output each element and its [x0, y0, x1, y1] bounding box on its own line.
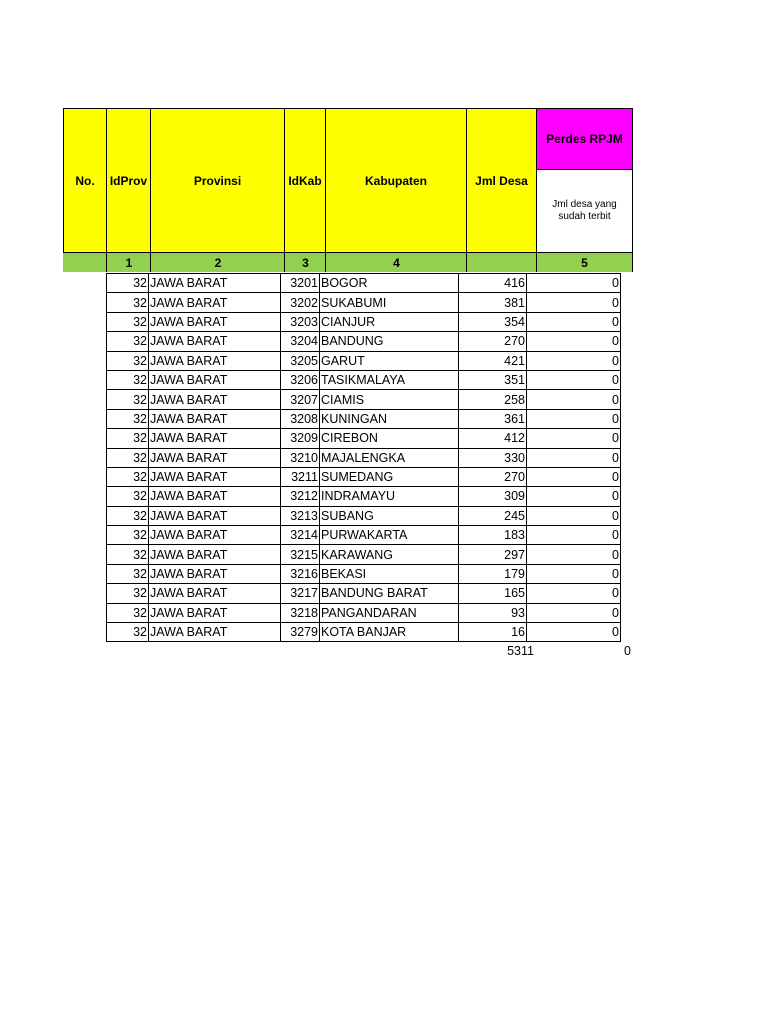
cell-idprov: 32	[107, 429, 149, 448]
cell-idkab: 3215	[281, 545, 320, 564]
cell-provinsi: JAWA BARAT	[149, 312, 281, 331]
cell-idkab: 3210	[281, 448, 320, 467]
cell-provinsi: JAWA BARAT	[149, 487, 281, 506]
table-row	[107, 351, 621, 370]
cell-jml-desa: 179	[459, 564, 527, 583]
cell-jml-desa: 270	[459, 467, 527, 486]
cell-provinsi: JAWA BARAT	[149, 351, 281, 370]
cell-idkab: 3201	[281, 274, 320, 293]
cell-provinsi: JAWA BARAT	[149, 390, 281, 409]
cell-kabupaten: MAJALENGKA	[320, 448, 459, 467]
cell-terbit: 0	[527, 506, 621, 525]
cell-kabupaten: KUNINGAN	[320, 409, 459, 428]
cell-terbit: 0	[527, 429, 621, 448]
table-row	[107, 370, 621, 389]
header-idprov: IdProv	[106, 108, 151, 253]
cell-idkab: 3206	[281, 370, 320, 389]
cell-kabupaten: BOGOR	[320, 274, 459, 293]
cell-idprov: 32	[107, 312, 149, 331]
cell-jml-desa: 361	[459, 409, 527, 428]
table-row	[107, 467, 621, 486]
column-number-1: 1	[106, 253, 151, 272]
cell-kabupaten: GARUT	[320, 351, 459, 370]
cell-idprov: 32	[107, 390, 149, 409]
table-row	[107, 429, 621, 448]
table-row	[107, 506, 621, 525]
cell-terbit: 0	[527, 623, 621, 642]
table-row	[107, 623, 621, 642]
cell-idkab: 3208	[281, 409, 320, 428]
cell-terbit: 0	[527, 332, 621, 351]
table-row	[107, 332, 621, 351]
table-row	[107, 312, 621, 331]
cell-terbit: 0	[527, 603, 621, 622]
column-number-2: 2	[150, 253, 285, 272]
cell-idprov: 32	[107, 332, 149, 351]
cell-idkab: 3214	[281, 526, 320, 545]
cell-idkab: 3211	[281, 467, 320, 486]
cell-terbit: 0	[527, 370, 621, 389]
table-row	[107, 487, 621, 506]
cell-idprov: 32	[107, 351, 149, 370]
cell-jml-desa: 183	[459, 526, 527, 545]
cell-terbit: 0	[527, 274, 621, 293]
header-idkab: IdKab	[284, 108, 326, 253]
cell-provinsi: JAWA BARAT	[149, 526, 281, 545]
table-row	[107, 293, 621, 312]
cell-terbit: 0	[527, 564, 621, 583]
cell-terbit: 0	[527, 390, 621, 409]
cell-idprov: 32	[107, 526, 149, 545]
cell-idkab: 3218	[281, 603, 320, 622]
cell-idprov: 32	[107, 545, 149, 564]
table-row	[107, 390, 621, 409]
column-number-blank	[466, 253, 537, 272]
cell-kabupaten: CIREBON	[320, 429, 459, 448]
cell-kabupaten: SUBANG	[320, 506, 459, 525]
cell-provinsi: JAWA BARAT	[149, 623, 281, 642]
header-perdes-rpjm: Perdes RPJM	[536, 108, 633, 170]
cell-idprov: 32	[107, 448, 149, 467]
cell-kabupaten: BANDUNG BARAT	[320, 584, 459, 603]
cell-provinsi: JAWA BARAT	[149, 603, 281, 622]
cell-terbit: 0	[527, 487, 621, 506]
cell-terbit: 0	[527, 545, 621, 564]
cell-terbit: 0	[527, 526, 621, 545]
cell-jml-desa: 351	[459, 370, 527, 389]
column-number-4: 4	[325, 253, 467, 272]
cell-provinsi: JAWA BARAT	[149, 564, 281, 583]
total-terbit: 0	[624, 644, 631, 658]
cell-provinsi: JAWA BARAT	[149, 429, 281, 448]
cell-terbit: 0	[527, 448, 621, 467]
table-row	[107, 545, 621, 564]
cell-idprov: 32	[107, 564, 149, 583]
cell-provinsi: JAWA BARAT	[149, 293, 281, 312]
cell-kabupaten: SUKABUMI	[320, 293, 459, 312]
header-no: No.	[63, 108, 107, 253]
table-row	[107, 409, 621, 428]
cell-provinsi: JAWA BARAT	[149, 409, 281, 428]
cell-jml-desa: 412	[459, 429, 527, 448]
cell-jml-desa: 93	[459, 603, 527, 622]
cell-provinsi: JAWA BARAT	[149, 448, 281, 467]
cell-kabupaten: SUMEDANG	[320, 467, 459, 486]
cell-idkab: 3209	[281, 429, 320, 448]
cell-kabupaten: CIAMIS	[320, 390, 459, 409]
cell-idkab: 3213	[281, 506, 320, 525]
cell-idkab: 3202	[281, 293, 320, 312]
cell-idprov: 32	[107, 409, 149, 428]
cell-provinsi: JAWA BARAT	[149, 506, 281, 525]
cell-jml-desa: 245	[459, 506, 527, 525]
cell-idprov: 32	[107, 293, 149, 312]
cell-idprov: 32	[107, 623, 149, 642]
cell-terbit: 0	[527, 351, 621, 370]
cell-idprov: 32	[107, 487, 149, 506]
table-row	[107, 603, 621, 622]
cell-idkab: 3203	[281, 312, 320, 331]
cell-idkab: 3205	[281, 351, 320, 370]
cell-kabupaten: CIANJUR	[320, 312, 459, 331]
cell-idprov: 32	[107, 370, 149, 389]
cell-idkab: 3279	[281, 623, 320, 642]
cell-provinsi: JAWA BARAT	[149, 545, 281, 564]
cell-idprov: 32	[107, 274, 149, 293]
table-row	[107, 526, 621, 545]
cell-terbit: 0	[527, 293, 621, 312]
cell-provinsi: JAWA BARAT	[149, 274, 281, 293]
column-number-5: 5	[536, 253, 633, 272]
header-jml-desa: Jml Desa	[466, 108, 537, 253]
table-row	[107, 584, 621, 603]
cell-jml-desa: 416	[459, 274, 527, 293]
cell-idkab: 3212	[281, 487, 320, 506]
cell-idkab: 3217	[281, 584, 320, 603]
cell-idprov: 32	[107, 467, 149, 486]
table-row	[107, 448, 621, 467]
cell-idprov: 32	[107, 603, 149, 622]
cell-provinsi: JAWA BARAT	[149, 370, 281, 389]
cell-jml-desa: 165	[459, 584, 527, 603]
total-jml-desa: 5311	[507, 644, 534, 658]
cell-kabupaten: KARAWANG	[320, 545, 459, 564]
cell-kabupaten: BANDUNG	[320, 332, 459, 351]
cell-idkab: 3207	[281, 390, 320, 409]
header-kabupaten: Kabupaten	[325, 108, 467, 253]
cell-jml-desa: 330	[459, 448, 527, 467]
cell-jml-desa: 354	[459, 312, 527, 331]
cell-jml-desa: 16	[459, 623, 527, 642]
cell-jml-desa: 270	[459, 332, 527, 351]
cell-kabupaten: PANGANDARAN	[320, 603, 459, 622]
cell-jml-desa: 421	[459, 351, 527, 370]
cell-terbit: 0	[527, 409, 621, 428]
table-row	[107, 274, 621, 293]
cell-provinsi: JAWA BARAT	[149, 467, 281, 486]
column-number-3: 3	[284, 253, 326, 272]
cell-idprov: 32	[107, 506, 149, 525]
cell-kabupaten: KOTA BANJAR	[320, 623, 459, 642]
table-row	[107, 564, 621, 583]
cell-kabupaten: INDRAMAYU	[320, 487, 459, 506]
cell-jml-desa: 381	[459, 293, 527, 312]
cell-idkab: 3216	[281, 564, 320, 583]
cell-kabupaten: TASIKMALAYA	[320, 370, 459, 389]
cell-terbit: 0	[527, 312, 621, 331]
header-jml-desa-terbit: Jml desa yang sudah terbit	[536, 169, 633, 253]
cell-terbit: 0	[527, 467, 621, 486]
cell-provinsi: JAWA BARAT	[149, 332, 281, 351]
cell-kabupaten: PURWAKARTA	[320, 526, 459, 545]
data-table	[106, 273, 621, 642]
cell-kabupaten: BEKASI	[320, 564, 459, 583]
cell-jml-desa: 258	[459, 390, 527, 409]
cell-idkab: 3204	[281, 332, 320, 351]
cell-terbit: 0	[527, 584, 621, 603]
cell-idprov: 32	[107, 584, 149, 603]
cell-jml-desa: 297	[459, 545, 527, 564]
cell-provinsi: JAWA BARAT	[149, 584, 281, 603]
header-provinsi: Provinsi	[150, 108, 285, 253]
cell-jml-desa: 309	[459, 487, 527, 506]
